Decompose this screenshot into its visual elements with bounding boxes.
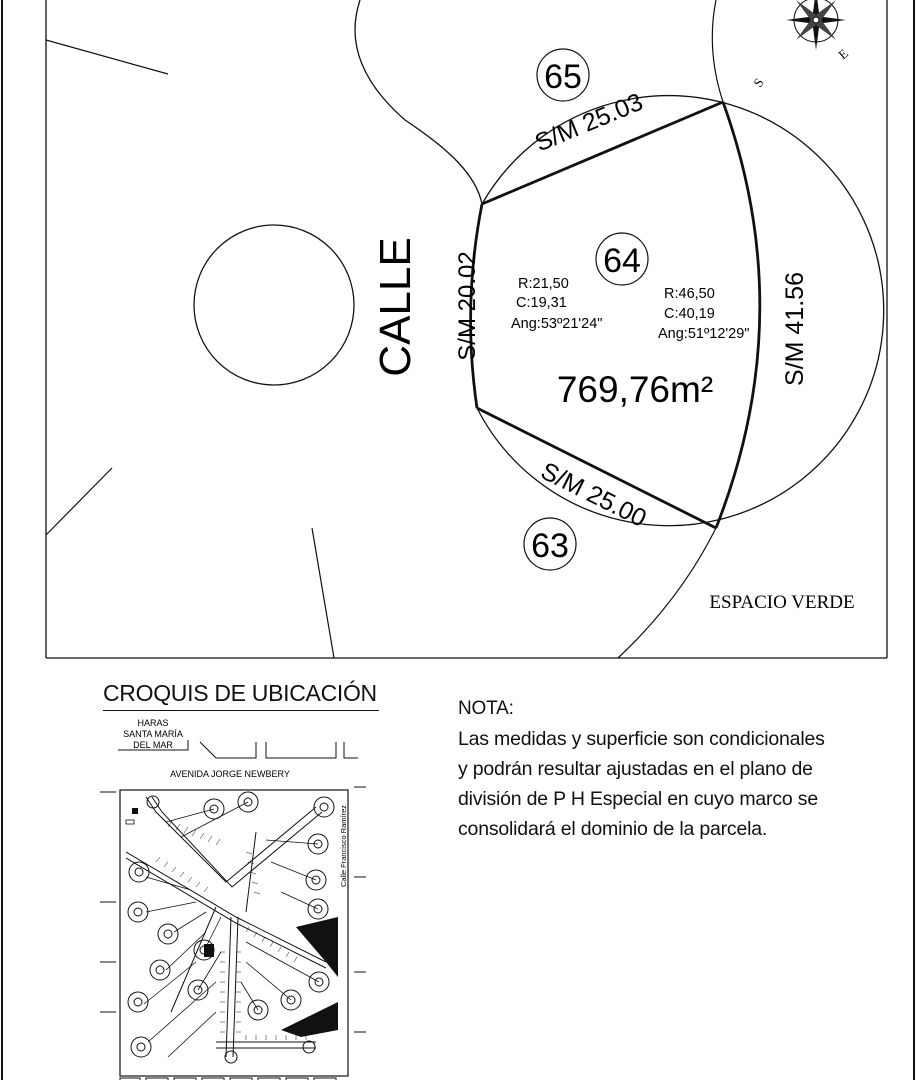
- note-line-1: Las medidas y superficie son condicionales: [458, 728, 825, 750]
- green-space-edge-south: [618, 528, 716, 658]
- outer-curve-angle: Ang:51º12'29": [658, 326, 750, 342]
- croquis-title: CROQUIS DE UBICACIÓN: [103, 680, 379, 711]
- lot-location-marker: [204, 944, 214, 957]
- compass-east-label: E: [835, 45, 852, 63]
- lot-area: 769,76m²: [556, 369, 714, 410]
- inner-curve-radius: R:21,50: [518, 276, 569, 292]
- location-sketch-map: [96, 712, 366, 1080]
- avenue-label: AVENIDA JORGE NEWBERY: [170, 769, 290, 779]
- lot-63-number: 63: [531, 527, 569, 565]
- measure-street-front: S/M 20.02: [454, 251, 481, 361]
- compass-rose-icon: [786, 0, 846, 50]
- note-line-3: división de P H Especial en cuyo marco se: [458, 788, 818, 810]
- note-line-4: consolidará el dominio de la parcela.: [458, 818, 768, 840]
- side-street-label: Calle Francisco Ramírez: [339, 804, 348, 888]
- note-line-2: y podrán resultar ajustadas en el plano de: [458, 758, 813, 780]
- inner-curve-angle: Ang:53º21'24": [511, 316, 603, 332]
- haras-label-line3: DEL MAR: [133, 740, 173, 750]
- measure-north-side: S/M 25.03: [530, 87, 647, 158]
- lot-64-number: 64: [603, 242, 641, 280]
- compass-south-label: S: [750, 75, 767, 90]
- green-space-edge-north: [712, 0, 723, 102]
- measure-back-side: S/M 41.56: [781, 272, 809, 386]
- haras-label-line2: SANTA MARÍA: [123, 729, 183, 739]
- measure-south-side: S/M 25.00: [536, 456, 651, 533]
- note-block: [458, 694, 898, 844]
- lot-line-sw: [46, 468, 112, 535]
- green-area-2: [281, 1002, 338, 1037]
- street-label: CALLE: [371, 237, 420, 377]
- lot-64-boundary: [471, 102, 760, 528]
- note-title: NOTA:: [458, 698, 514, 719]
- outer-curve-chord: C:40,19: [664, 306, 715, 322]
- haras-label-line1: HARAS: [137, 718, 169, 728]
- lot-line-s: [312, 528, 334, 658]
- green-space-label: ESPACIO VERDE: [709, 592, 855, 613]
- green-area-1: [296, 917, 338, 977]
- lot-line-nw: [46, 40, 168, 74]
- inner-curve-chord: C:19,31: [516, 295, 567, 311]
- lot-65-number: 65: [544, 58, 582, 96]
- outer-curve-radius: R:46,50: [664, 286, 715, 302]
- roundabout-island: [194, 225, 354, 385]
